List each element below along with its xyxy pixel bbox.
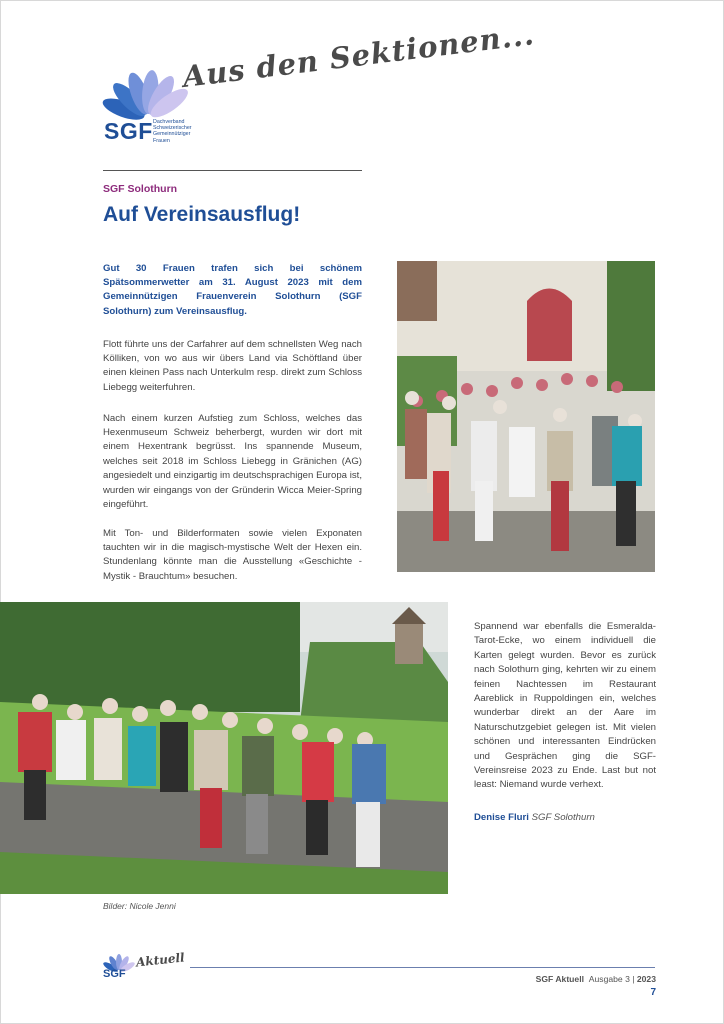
article-paragraph-2: Nach einem kurzen Aufstieg zum Schloss, welches das Hexenmuseum Schweiz beherbergt, wurden wir dort mit einem Hexentrank begrüsst. Ins spannende Museum, welches seit 2018 im Schloss Liebegg in Gränichen (AG) angesiedelt und einzigartig im deutschsprachigen Europa ist, wurden wir eingangs von der Gründerin Wicca Meier-Spring eingeführt. [103, 412, 362, 511]
logo-wordmark: SGF [104, 118, 153, 144]
article-author [474, 812, 595, 823]
author-name: Denise Fluri [474, 812, 529, 823]
header-divider [103, 170, 362, 171]
footer-logo-wordmark: SGF [103, 968, 126, 980]
article-paragraph-1: Flott führte uns der Carfahrer auf dem schnellsten Weg nach Kölliken, von wo aus wir übers Land via Schöftland über einen kleinen Pass nach Unterkulm resp. direkt zum Schloss Liebegg weiterfuhren. [103, 338, 362, 393]
section-heading: Aus den Sektionen... [180, 17, 537, 95]
footer-divider [190, 967, 655, 968]
article-lead: Gut 30 Frauen trafen sich bei schönem Spätsommerwetter am 31. August 2023 mit dem Gemeinnützigen Frauenverein Solothurn (SGF Solothurn) zum Vereinsausflug. [103, 262, 362, 317]
page-number: 7 [650, 987, 656, 998]
footer-logo [103, 950, 193, 987]
footer-logo-script: Aktuell [135, 950, 186, 970]
logo-subtitle: Dachverband Schweizerischer Gemeinnütziger Frauen [153, 119, 192, 144]
article-kicker: SGF Solothurn [103, 183, 178, 195]
author-organization: SGF Solothurn [531, 812, 595, 823]
article-paragraph-4: Spannend war ebenfalls die Esmeralda-Tarot-Ecke, wo einem individuell die Karten gelegt wurden. Bevor es zurück nach Solothurn ging, kehrten wir zu einem feinen Nachtessen im Restaurant Aareblick in Ruppoldingen ein, welches wunderbar direkt an der Aare im Naturschutzgebiet gelegen ist. Mit vielen schönen und interessanten Eindrücken und Gesprächen ging die SGF-Vereinsreise 2023 zu Ende. Last but not least: Niemand wurde verhext. [474, 621, 656, 791]
article-paragraph-3: Mit Ton- und Bilderformaten sowie vielen Exponaten tauchten wir in die magisch-mystische Welt der Hexen ein. Stundenlang könnte man die Ausstellung «Geschichte - Mystik - Brauchtum» besuchen. [103, 527, 362, 582]
photo-credit: Bilder: Nicole Jenni [103, 901, 176, 911]
article-title: Auf Vereinsausflug! [103, 203, 301, 226]
footer-publication: SGF Aktuell Ausgabe 3 | 2023 [535, 974, 656, 984]
photo-group-castle [397, 261, 655, 572]
photo-group-meadow [0, 602, 448, 894]
